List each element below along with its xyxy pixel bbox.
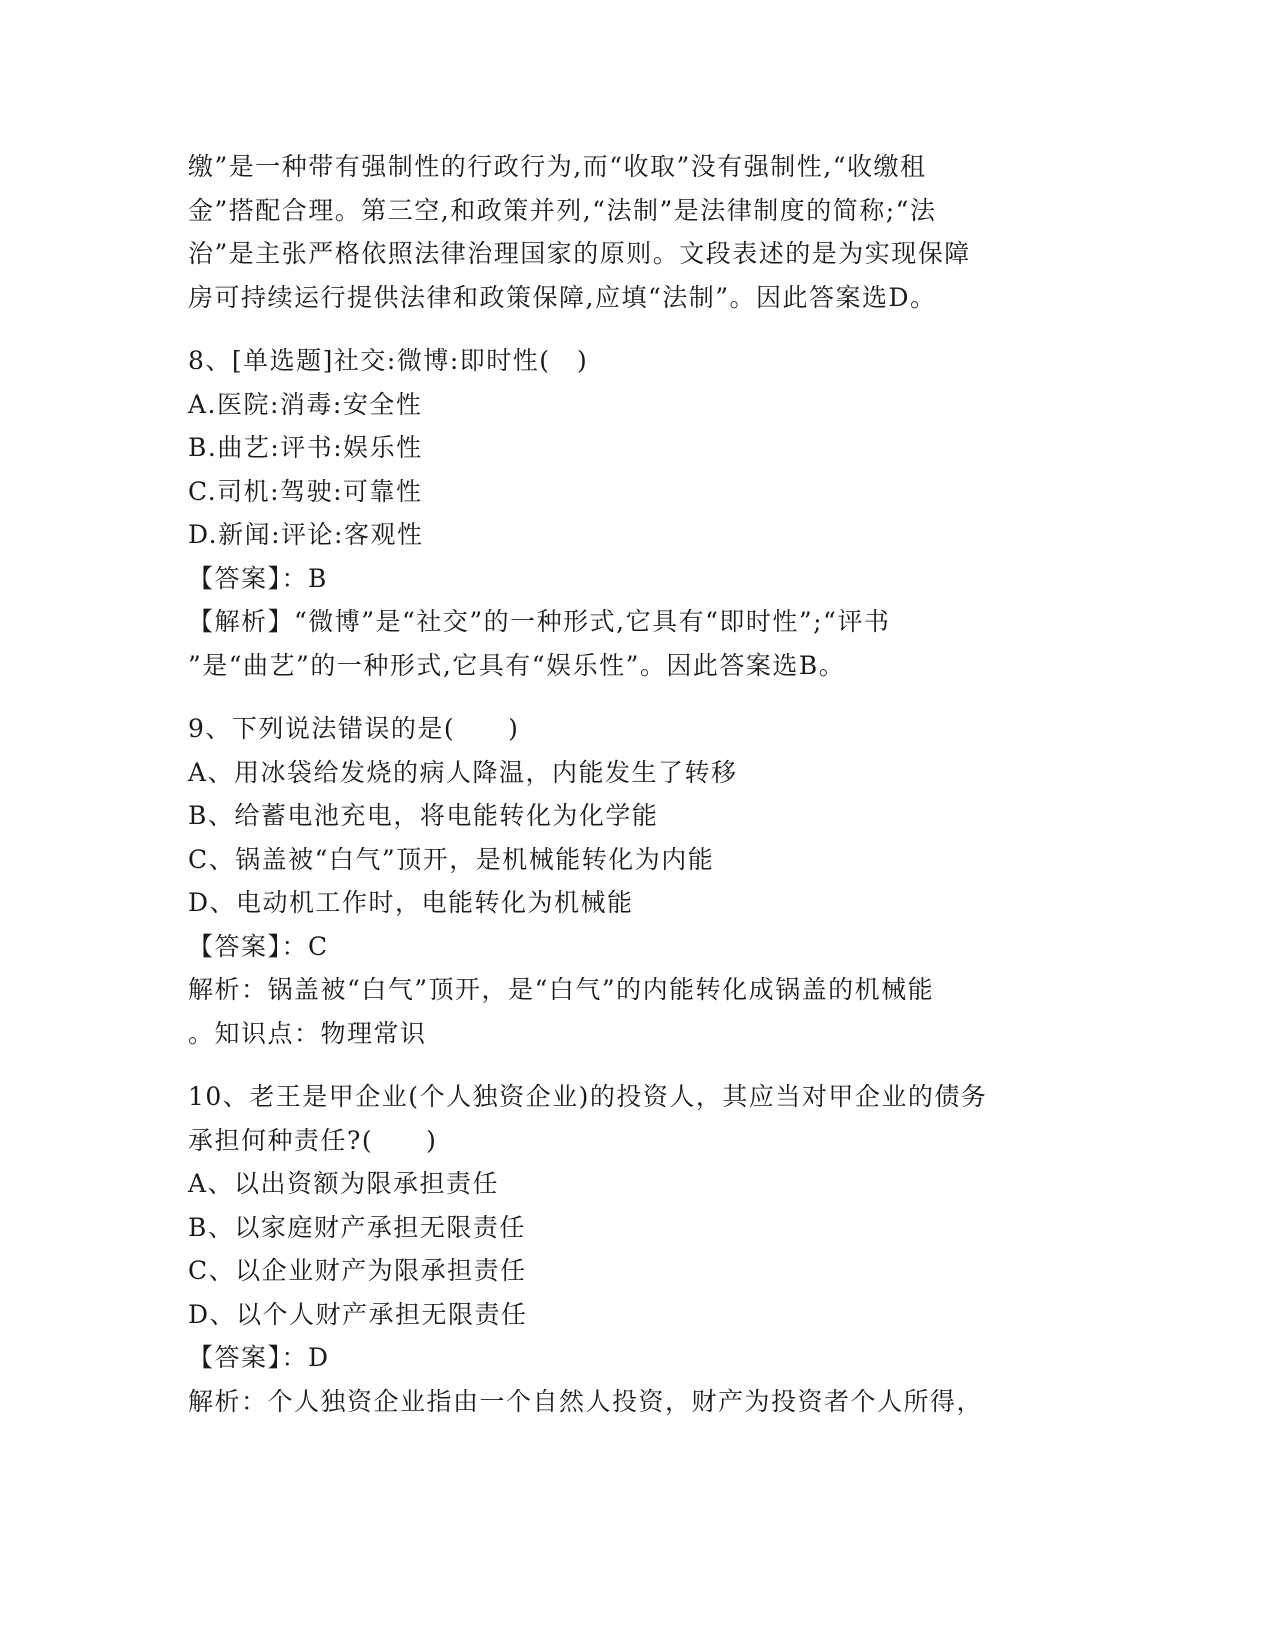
- question-9: [188, 707, 1088, 1055]
- answer: 【答案】：C: [188, 931, 329, 961]
- analysis-line: 解析：锅盖被“白气”顶开，是“白气”的内能转化成锅盖的机械能: [188, 975, 935, 1004]
- answer: 【答案】：B: [188, 563, 328, 593]
- analysis-line: 解析：个人独资企业指由一个自然人投资，财产为投资者个人所得，: [188, 1386, 984, 1416]
- question-text: 承担何种责任?( ): [188, 1125, 438, 1155]
- question-8: [188, 339, 1088, 687]
- option-a: A、用冰袋给发烧的病人降温，内能发生了转移: [188, 757, 738, 787]
- question-text: 10、老王是甲企业(个人独资企业)的投资人，其应当对甲企业的债务: [188, 1082, 988, 1111]
- option-a: A.医院:消毒:安全性: [188, 389, 423, 419]
- question-text: 8、[单选题]社交:微博:即时性( ): [188, 346, 589, 375]
- option-c: C.司机:驾驶:可靠性: [188, 476, 423, 506]
- analysis-line: 。知识点：物理常识: [188, 1018, 427, 1048]
- question-10: [188, 1075, 1088, 1423]
- option-c: C、锅盖被“白气”顶开，是机械能转化为内能: [188, 844, 715, 874]
- text-line: 房可持续运行提供法律和政策保障,应填“法制”。因此答案选D。: [188, 282, 937, 312]
- option-b: B、给蓄电池充电，将电能转化为化学能: [188, 801, 659, 830]
- analysis-line: 【解析】“微博”是“社交”的一种形式,它具有“即时性”;“评书: [188, 607, 891, 636]
- option-d: D.新闻:评论:客观性: [188, 520, 424, 549]
- option-c: C、以企业财产为限承担责任: [188, 1256, 527, 1285]
- text-line: 金”搭配合理。第三空,和政策并列,“法制”是法律制度的简称;“法: [188, 195, 937, 225]
- option-a: A、以出资额为限承担责任: [188, 1169, 500, 1198]
- answer: 【答案】：D: [188, 1343, 330, 1372]
- intro-analysis: [188, 145, 1088, 319]
- document-page: [188, 145, 1088, 1423]
- text-line: 治”是主张严格依照法律治理国家的原则。文段表述的是为实现保障: [188, 239, 971, 268]
- option-b: B、以家庭财产承担无限责任: [188, 1212, 526, 1242]
- analysis-line: ”是“曲艺”的一种形式,它具有“娱乐性”。因此答案选B。: [188, 650, 846, 680]
- option-d: D、以个人财产承担无限责任: [188, 1299, 528, 1329]
- option-b: B.曲艺:评书:娱乐性: [188, 433, 423, 462]
- option-d: D、电动机工作时，电能转化为机械能: [188, 888, 634, 917]
- question-text: 9、下列说法错误的是( ): [188, 714, 520, 743]
- text-line: 缴”是一种带有强制性的行政行为,而“收取”没有强制性,“收缴租: [188, 152, 927, 181]
